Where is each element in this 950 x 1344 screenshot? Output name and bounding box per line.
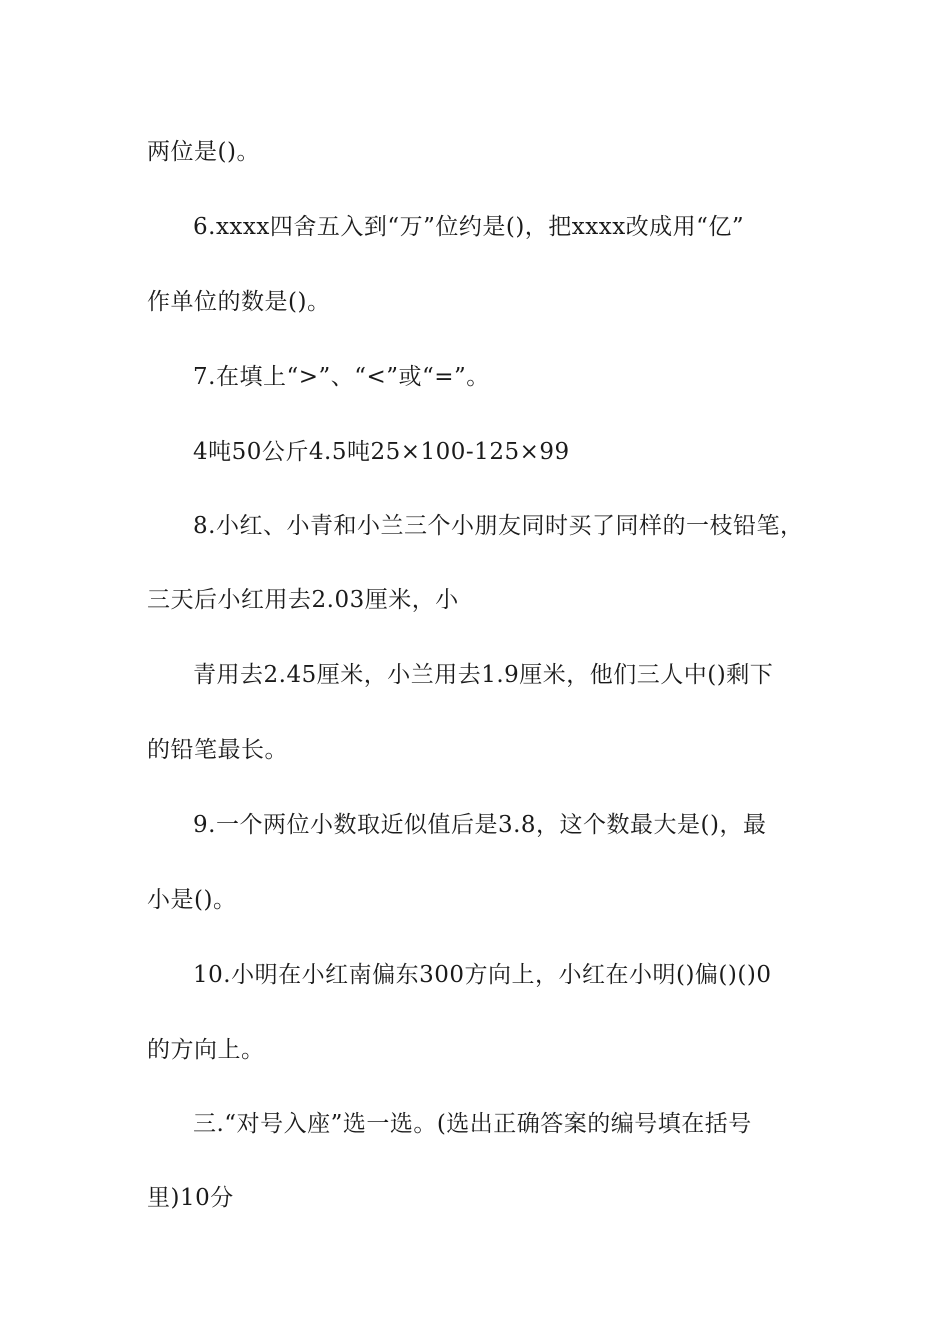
- text-line: 4吨50公斤4.5吨25×100-125×99: [193, 439, 570, 465]
- text-line: 小是()。: [147, 887, 237, 913]
- question-7: 7.在填上“>”、“<”或“=”。: [193, 364, 490, 390]
- question-8: 8.小红、小青和小兰三个小朋友同时买了同样的一枝铅笔，: [193, 513, 804, 539]
- section-heading: 三.“对号入座”选一选。(选出正确答案的编号填在括号: [193, 1111, 752, 1137]
- text-line: 的铅笔最长。: [147, 737, 288, 763]
- text-line: 三天后小红用去2.03厘米，小: [147, 587, 459, 613]
- question-9: 9.一个两位小数取近似值后是3.8，这个数最大是()，最: [193, 812, 767, 838]
- text-line: 作单位的数是()。: [147, 289, 331, 315]
- question-10: 10.小明在小红南偏东300方向上，小红在小明()偏()()0: [193, 962, 772, 988]
- text-line: 两位是()。: [147, 139, 260, 165]
- text-line: 的方向上。: [147, 1037, 265, 1063]
- question-6: 6.xxxx四舍五入到“万”位约是()，把xxxx改成用“亿”: [193, 214, 745, 240]
- text-line: 里)10分: [147, 1185, 234, 1211]
- text-line: 青用去2.45厘米，小兰用去1.9厘米，他们三人中()剩下: [193, 662, 774, 688]
